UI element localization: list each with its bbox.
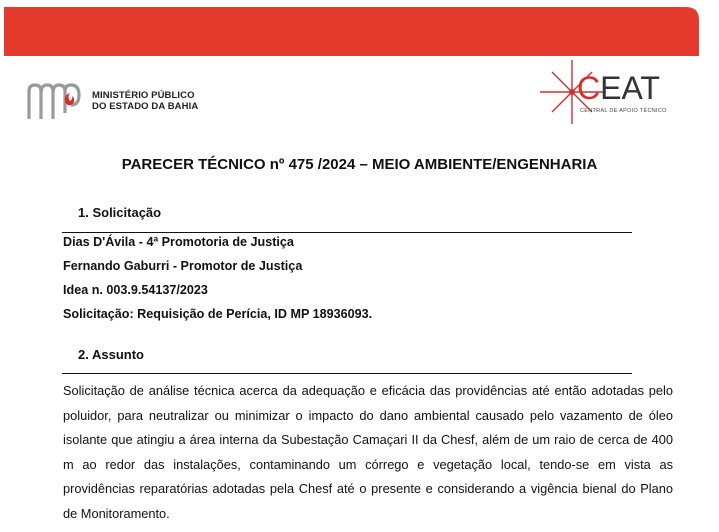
ceat-logo-word: CEAT — [577, 70, 660, 106]
section-heading-solicitacao: 1. Solicitação — [78, 205, 162, 220]
section-heading-assunto: 2. Assunto — [78, 347, 144, 362]
mp-logo-line1: MINISTÉRIO PÚBLICO — [92, 90, 195, 101]
info-line-promotoria: Dias D'Ávila - 4ª Promotoria de Justiça — [63, 235, 294, 249]
info-line-promotor: Fernando Gaburri - Promotor de Justiça — [63, 259, 303, 273]
document-title: PARECER TÉCNICO nº 475 /2024 – MEIO AMBIENTE/ENGENHARIA — [121, 156, 598, 173]
mp-emblem-icon — [26, 79, 86, 123]
header-banner — [0, 0, 719, 56]
info-line-requisicao: Solicitação: Requisição de Perícia, ID MP 18936093. — [63, 307, 373, 321]
mp-logo-line2: DO ESTADO DA BAHIA — [92, 101, 199, 112]
mp-logo — [26, 79, 198, 123]
section-divider — [62, 373, 632, 374]
ceat-logo-subtitle: CENTRAL DE APOIO TÉCNICO — [580, 108, 667, 114]
assunto-paragraph: Solicitação de análise técnica acerca da adequação e eficácia das providências até então adotadas pelo poluidor, para neutralizar ou minimizar o impacto do dano ambiental causado pelo vazamento de óleo isolante que atingiu a área interna da Subestação Camaçari II da Chesf, além de um raio de cerca de 400 m ao redor das instalações, contaminando um córrego e vegetação local, tendo-se em vista as providências reparatórias adotadas pela Chesf até o presente e considerando a vigência bienal do Plano de Monitoramento. — [63, 383, 673, 521]
info-line-idea: Idea n. 003.9.54137/2023 — [63, 283, 208, 297]
solicitacao-info — [63, 230, 372, 326]
